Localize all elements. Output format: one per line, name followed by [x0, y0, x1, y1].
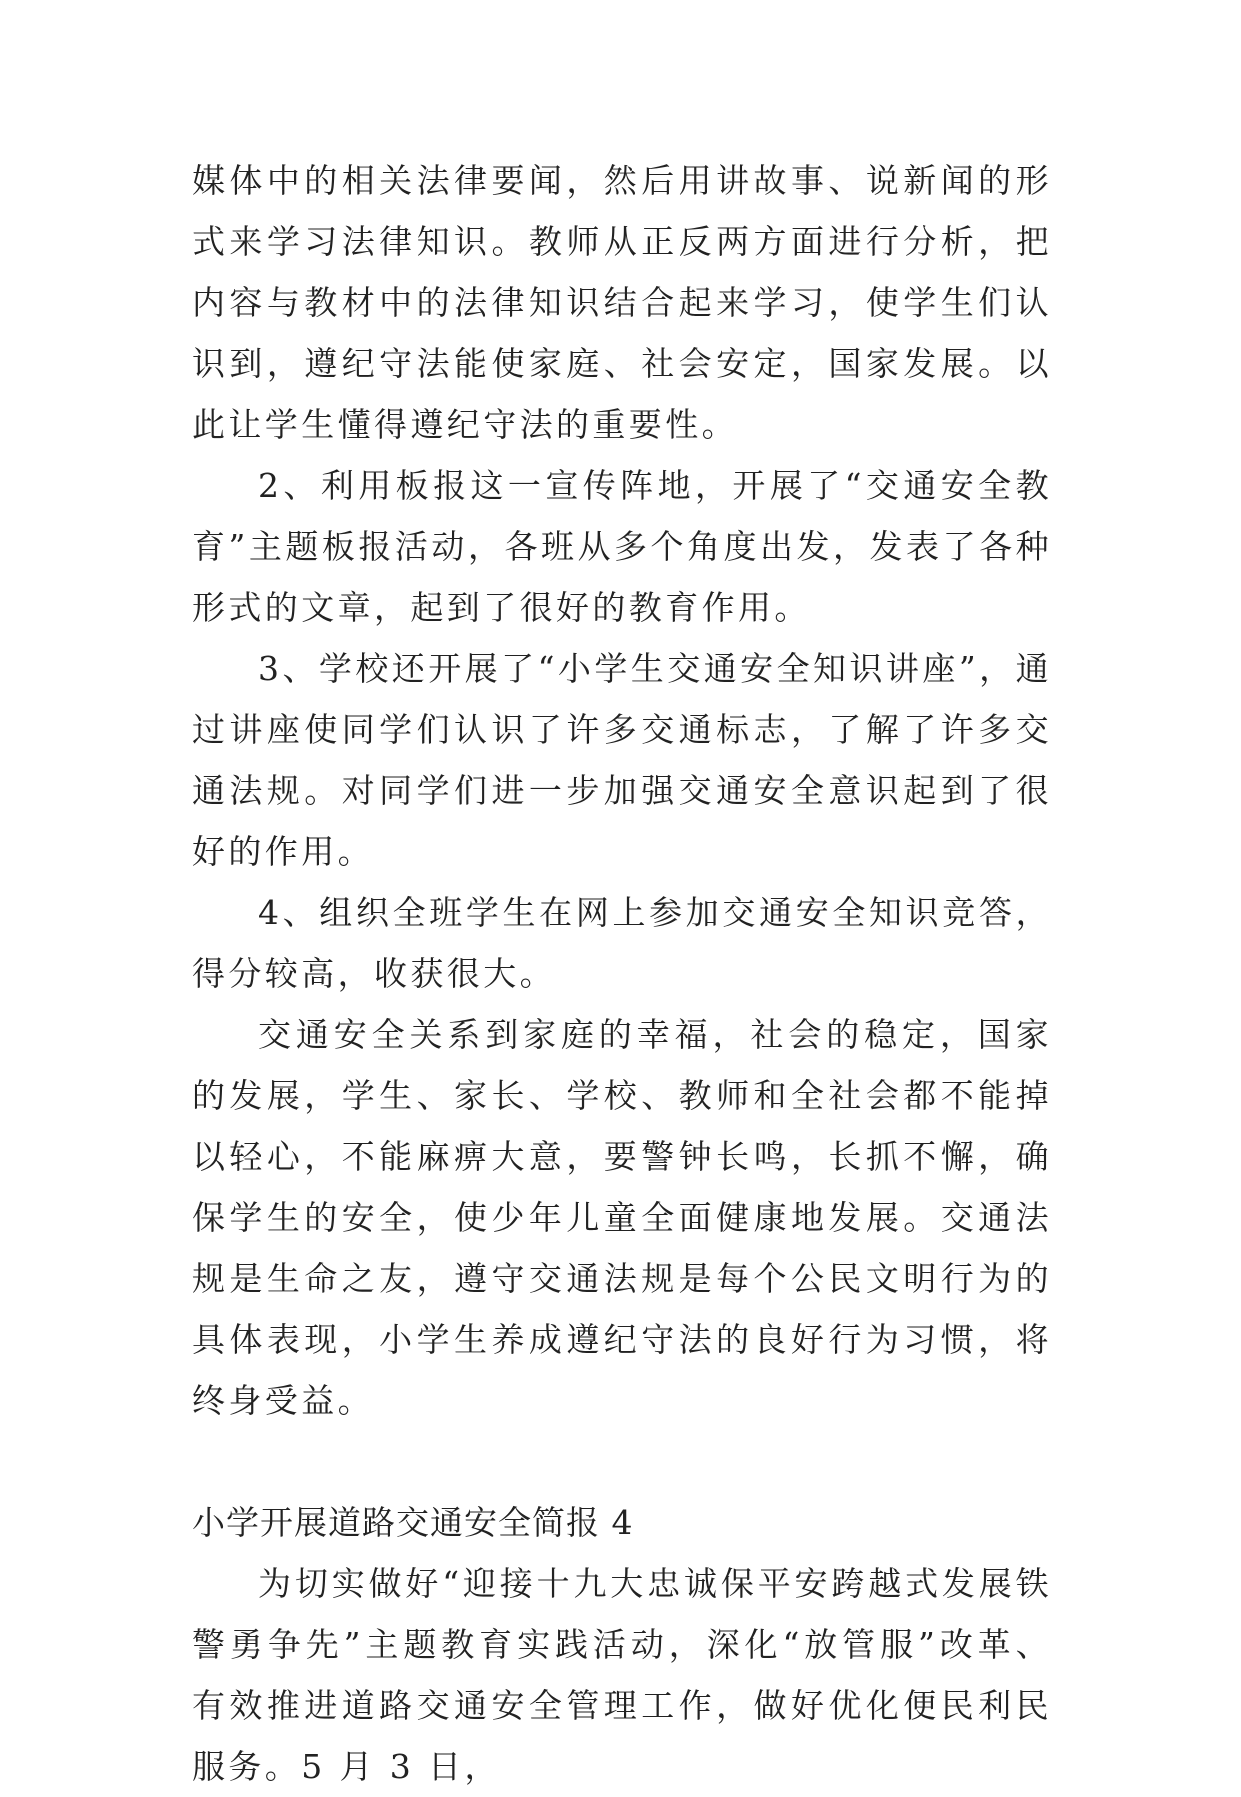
paragraph-item-3: 3、学校还开展了“小学生交通安全知识讲座”，通过讲座使同学们认识了许多交通标志，了解了许多交通法规。对同学们进一步加强交通安全意识起到了很好的作用。	[192, 649, 1052, 871]
paragraph-conclusion: 交通安全关系到家庭的幸福，社会的稳定，国家的发展，学生、家长、学校、教师和全社会都不能掉以轻心，不能麻痹大意，要警钟长鸣，长抓不懈，确保学生的安全，使少年儿童全面健康地发展。交通法规是生命之友，遵守交通法规是每个公民文明行为的具体表现，小学生养成遵纪守法的良好行为习惯，将终身受益。	[192, 1015, 1052, 1420]
paragraph-section-intro: 为切实做好“迎接十九大忠诚保平安跨越式发展铁警勇争先”主题教育实践活动，深化“放管服”改革、有效推进道路交通安全管理工作，做好优化便民利民服务。5 月 3 日，	[192, 1564, 1052, 1786]
paragraph-law-study: 媒体中的相关法律要闻，然后用讲故事、说新闻的形式来学习法律知识。教师从正反两方面进行分析，把内容与教材中的法律知识结合起来学习，使学生们认识到，遵纪守法能使家庭、社会安定，国家发展。以此让学生懂得遵纪守法的重要性。	[192, 161, 1052, 444]
document-page	[192, 150, 1052, 1797]
section-title: 小学开展道路交通安全简报 4	[192, 1503, 634, 1542]
paragraph-item-2: 2、利用板报这一宣传阵地，开展了“交通安全教育”主题板报活动，各班从多个角度出发，发表了各种形式的文章，起到了很好的教育作用。	[192, 466, 1052, 627]
paragraph-item-4: 4、组织全班学生在网上参加交通安全知识竞答，得分较高，收获很大。	[192, 893, 1052, 993]
